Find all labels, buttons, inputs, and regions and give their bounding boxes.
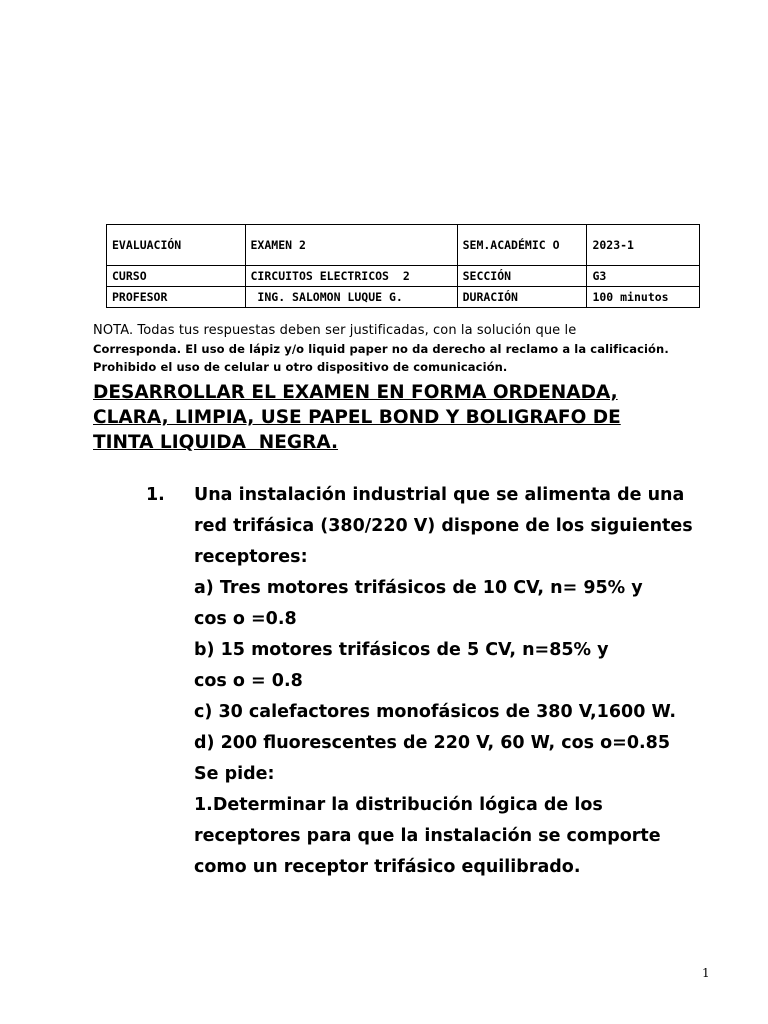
exam-note	[93, 322, 733, 376]
question-line: receptores:	[194, 547, 308, 567]
question-body	[194, 480, 754, 883]
profesor-label: PROFESOR	[107, 287, 246, 308]
question-line: Una instalación industrial que se alimenta de una	[194, 485, 685, 505]
question-line: cos o =0.8	[194, 609, 297, 629]
evaluacion-value: EXAMEN 2	[245, 225, 457, 266]
table-row	[107, 266, 700, 287]
page-number: 1	[702, 966, 710, 980]
question-line: como un receptor trifásico equilibrado.	[194, 857, 581, 877]
question-line: c) 30 calefactores monofásicos de 380 V,1600 W.	[194, 702, 677, 722]
exam-info-table	[106, 224, 700, 308]
question-line: a) Tres motores trifásicos de 10 CV, n= 95% y	[194, 578, 643, 598]
question-line: red trifásica (380/220 V) dispone de los siguientes	[194, 516, 693, 536]
question-number: 1.	[146, 485, 165, 505]
profesor-value: ING. SALOMON LUQUE G.	[245, 287, 457, 308]
note-line: NOTA. Todas tus respuestas deben ser justificadas, con la solución que le	[93, 323, 577, 338]
curso-value: CIRCUITOS ELECTRICOS 2	[245, 266, 457, 287]
instruction-line: CLARA, LIMPIA, USE PAPEL BOND Y BOLIGRAFO DE	[93, 407, 621, 428]
duracion-value: 100 minutos	[587, 287, 700, 308]
question-line: Se pide:	[194, 764, 275, 784]
question-line: d) 200 fluorescentes de 220 V, 60 W, cos o=0.85	[194, 733, 671, 753]
table-row	[107, 287, 700, 308]
question-line: b) 15 motores trifásicos de 5 CV, n=85% y	[194, 640, 609, 660]
curso-label: CURSO	[107, 266, 246, 287]
semestre-value: 2023-1	[587, 225, 700, 266]
seccion-label: SECCIÓN	[457, 266, 587, 287]
duracion-label: DURACIÓN	[457, 287, 587, 308]
note-line: Corresponda. El uso de lápiz y/o liquid paper no da derecho al reclamo a la calificación.	[93, 342, 669, 356]
seccion-value: G3	[587, 266, 700, 287]
semestre-label: SEM.ACADÉMIC O	[457, 225, 587, 266]
table-row	[107, 225, 700, 266]
instruction-line: TINTA LIQUIDA NEGRA.	[93, 432, 339, 453]
note-line: Prohibido el uso de celular u otro dispositivo de comunicación.	[93, 360, 508, 374]
question-line: cos o = 0.8	[194, 671, 303, 691]
exam-instructions	[93, 380, 733, 455]
instruction-line: DESARROLLAR EL EXAMEN EN FORMA ORDENADA,	[93, 382, 618, 403]
question-line: 1.Determinar la distribución lógica de los	[194, 795, 603, 815]
question-line: receptores para que la instalación se comporte	[194, 826, 661, 846]
evaluacion-label: EVALUACIÓN	[107, 225, 246, 266]
